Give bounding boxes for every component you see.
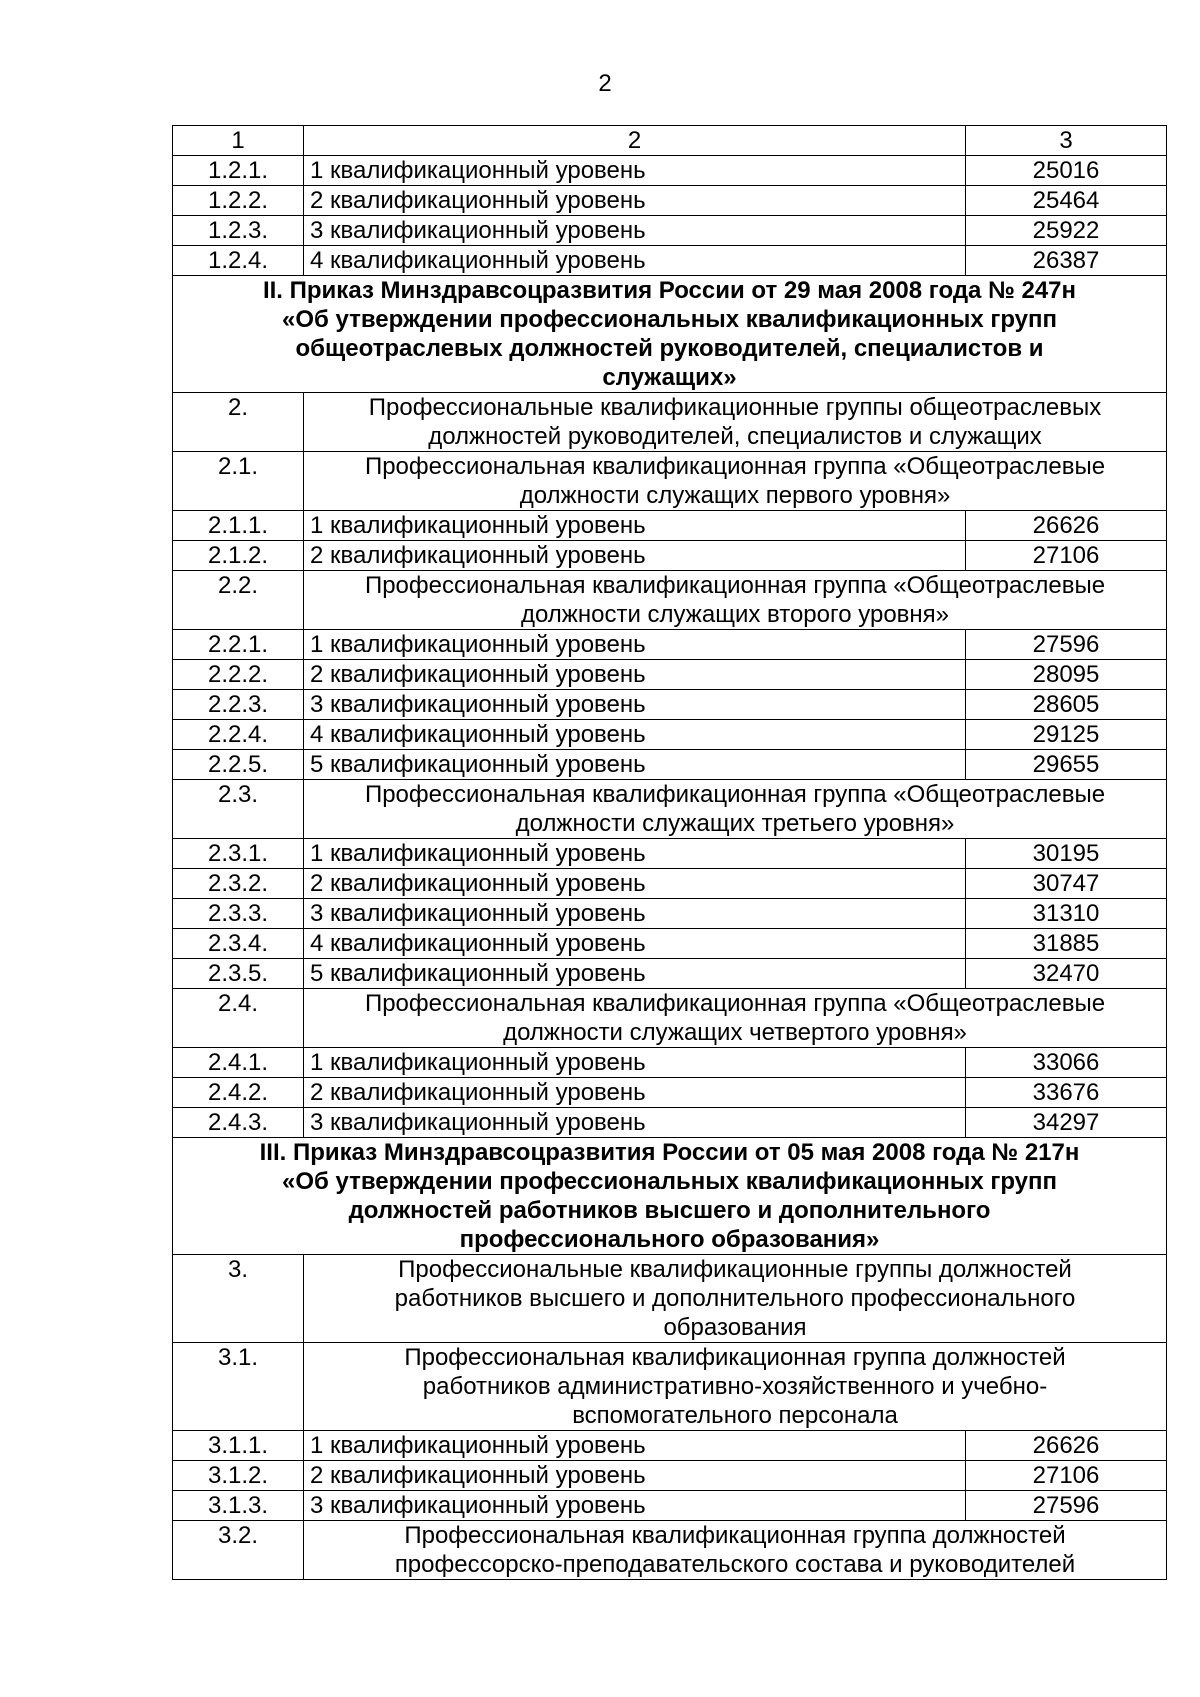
row-label: 1 квалификационный уровень xyxy=(304,511,966,541)
group-title xyxy=(304,1255,1167,1343)
row-label: 2 квалификационный уровень xyxy=(304,541,966,571)
table-row xyxy=(173,1431,1167,1461)
row-value: 29125 xyxy=(966,720,1167,750)
section-heading-line: общеотраслевых должностей руководителей, специалистов и xyxy=(295,335,1044,362)
table-row xyxy=(173,1078,1167,1108)
row-number: 2.1.2. xyxy=(173,541,304,571)
row-number: 2.4.3. xyxy=(173,1108,304,1138)
row-label: 2 квалификационный уровень xyxy=(304,869,966,899)
salary-table xyxy=(172,125,1167,1580)
table-row xyxy=(173,899,1167,929)
group-number: 2.1. xyxy=(173,452,304,511)
row-value: 27106 xyxy=(966,541,1167,571)
header-cell-3: 3 xyxy=(966,126,1167,156)
section-heading-line: должностей работников высшего и дополнительного xyxy=(348,1197,991,1224)
group-title-line: Профессиональная квалификационная группа «Общеотраслевые xyxy=(364,453,1106,480)
table-row xyxy=(173,1491,1167,1521)
row-number: 2.4.1. xyxy=(173,1048,304,1078)
row-number: 2.1.1. xyxy=(173,511,304,541)
group-title xyxy=(304,1521,1167,1580)
table-row xyxy=(173,186,1167,216)
row-label: 4 квалификационный уровень xyxy=(304,246,966,276)
row-number: 2.2.2. xyxy=(173,660,304,690)
row-value: 27596 xyxy=(966,630,1167,660)
group-row xyxy=(173,780,1167,839)
row-value: 28605 xyxy=(966,690,1167,720)
table-row xyxy=(173,929,1167,959)
row-label: 1 квалификационный уровень xyxy=(304,839,966,869)
row-value: 25922 xyxy=(966,216,1167,246)
group-title-line: должности служащих четвертого уровня» xyxy=(503,1019,967,1046)
table-body xyxy=(173,126,1167,1580)
table-row xyxy=(173,720,1167,750)
row-label: 2 квалификационный уровень xyxy=(304,1461,966,1491)
table-row xyxy=(173,630,1167,660)
section-heading-line: профессионального образования» xyxy=(459,1226,880,1253)
row-value: 33066 xyxy=(966,1048,1167,1078)
row-label: 2 квалификационный уровень xyxy=(304,186,966,216)
section-heading-line: II. Приказ Минздравсоцразвития России от 29 мая 2008 года № 247н xyxy=(262,277,1077,304)
row-value: 26387 xyxy=(966,246,1167,276)
row-number: 1.2.2. xyxy=(173,186,304,216)
section-heading xyxy=(173,276,1167,393)
row-label: 1 квалификационный уровень xyxy=(304,630,966,660)
row-label: 4 квалификационный уровень xyxy=(304,929,966,959)
table-row xyxy=(173,511,1167,541)
table-row xyxy=(173,156,1167,186)
row-label: 2 квалификационный уровень xyxy=(304,660,966,690)
group-title-line: Профессиональные квалификационные группы должностей xyxy=(398,1256,1072,1283)
row-number: 2.2.5. xyxy=(173,750,304,780)
row-value: 31885 xyxy=(966,929,1167,959)
group-row xyxy=(173,1521,1167,1580)
row-value: 33676 xyxy=(966,1078,1167,1108)
table-row xyxy=(173,1108,1167,1138)
row-number: 2.3.5. xyxy=(173,959,304,989)
table-row xyxy=(173,959,1167,989)
row-value: 32470 xyxy=(966,959,1167,989)
row-number: 2.3.4. xyxy=(173,929,304,959)
group-row xyxy=(173,1343,1167,1431)
group-title-line: образования xyxy=(663,1314,807,1341)
row-label: 4 квалификационный уровень xyxy=(304,720,966,750)
group-row xyxy=(173,571,1167,630)
group-title-line: Профессиональная квалификационная группа «Общеотраслевые xyxy=(364,572,1106,599)
row-label: 5 квалификационный уровень xyxy=(304,959,966,989)
row-number: 1.2.4. xyxy=(173,246,304,276)
group-title-line: Профессиональные квалификационные группы общеотраслевых xyxy=(368,394,1102,421)
section-heading-row xyxy=(173,1138,1167,1255)
group-title xyxy=(304,1343,1167,1431)
group-title xyxy=(304,780,1167,839)
section-heading xyxy=(173,1138,1167,1255)
page-number: 2 xyxy=(598,70,612,97)
row-label: 3 квалификационный уровень xyxy=(304,690,966,720)
row-label: 5 квалификационный уровень xyxy=(304,750,966,780)
row-value: 26626 xyxy=(966,511,1167,541)
group-row xyxy=(173,452,1167,511)
row-number: 2.3.2. xyxy=(173,869,304,899)
row-number: 1.2.3. xyxy=(173,216,304,246)
row-label: 3 квалификационный уровень xyxy=(304,216,966,246)
group-number: 3.1. xyxy=(173,1343,304,1431)
group-row xyxy=(173,393,1167,452)
group-number: 2.4. xyxy=(173,989,304,1048)
table-row xyxy=(173,246,1167,276)
group-number: 3. xyxy=(173,1255,304,1343)
group-title-line: Профессиональная квалификационная группа «Общеотраслевые xyxy=(364,781,1106,808)
row-number: 1.2.1. xyxy=(173,156,304,186)
group-number: 2. xyxy=(173,393,304,452)
section-heading-line: «Об утверждении профессиональных квалификационных групп xyxy=(281,306,1058,333)
row-value: 34297 xyxy=(966,1108,1167,1138)
row-value: 29655 xyxy=(966,750,1167,780)
table-row xyxy=(173,1048,1167,1078)
group-number: 3.2. xyxy=(173,1521,304,1580)
table-row xyxy=(173,216,1167,246)
group-title-line: профессорско-преподавательского состава и руководителей xyxy=(394,1551,1076,1578)
row-label: 1 квалификационный уровень xyxy=(304,1431,966,1461)
row-value: 25016 xyxy=(966,156,1167,186)
group-title-line: должности служащих первого уровня» xyxy=(519,482,951,509)
table-row xyxy=(173,690,1167,720)
table-row xyxy=(173,839,1167,869)
group-title xyxy=(304,989,1167,1048)
table-row xyxy=(173,869,1167,899)
group-title-line: Профессиональная квалификационная группа должностей xyxy=(404,1344,1066,1371)
group-title-line: работников высшего и дополнительного профессионального xyxy=(394,1285,1076,1312)
group-title-line: Профессиональная квалификационная группа должностей xyxy=(404,1522,1066,1549)
row-value: 28095 xyxy=(966,660,1167,690)
row-label: 2 квалификационный уровень xyxy=(304,1078,966,1108)
row-number: 2.2.3. xyxy=(173,690,304,720)
group-title xyxy=(304,571,1167,630)
row-number: 3.1.1. xyxy=(173,1431,304,1461)
group-title xyxy=(304,393,1167,452)
header-cell-1: 1 xyxy=(173,126,304,156)
row-number: 2.2.4. xyxy=(173,720,304,750)
row-number: 2.2.1. xyxy=(173,630,304,660)
row-number: 2.3.3. xyxy=(173,899,304,929)
table-row xyxy=(173,1461,1167,1491)
row-value: 31310 xyxy=(966,899,1167,929)
row-value: 27106 xyxy=(966,1461,1167,1491)
section-heading-line: служащих» xyxy=(602,364,737,391)
row-label: 1 квалификационный уровень xyxy=(304,156,966,186)
row-number: 3.1.2. xyxy=(173,1461,304,1491)
table-row xyxy=(173,750,1167,780)
header-row xyxy=(173,126,1167,156)
table-row xyxy=(173,660,1167,690)
row-value: 26626 xyxy=(966,1431,1167,1461)
group-title-line: вспомогательного персонала xyxy=(572,1402,898,1429)
group-title-line: Профессиональная квалификационная группа «Общеотраслевые xyxy=(364,990,1106,1017)
section-heading-line: «Об утверждении профессиональных квалификационных групп xyxy=(281,1168,1058,1195)
row-value: 25464 xyxy=(966,186,1167,216)
row-label: 3 квалификационный уровень xyxy=(304,899,966,929)
table-row xyxy=(173,541,1167,571)
group-row xyxy=(173,1255,1167,1343)
row-number: 2.3.1. xyxy=(173,839,304,869)
group-title-line: должности служащих третьего уровня» xyxy=(515,810,955,837)
row-value: 30747 xyxy=(966,869,1167,899)
row-number: 3.1.3. xyxy=(173,1491,304,1521)
row-value: 27596 xyxy=(966,1491,1167,1521)
section-heading-row xyxy=(173,276,1167,393)
row-label: 3 квалификационный уровень xyxy=(304,1491,966,1521)
row-number: 2.4.2. xyxy=(173,1078,304,1108)
row-label: 3 квалификационный уровень xyxy=(304,1108,966,1138)
group-title-line: должности служащих второго уровня» xyxy=(520,601,950,628)
group-title xyxy=(304,452,1167,511)
group-number: 2.3. xyxy=(173,780,304,839)
group-title-line: должностей руководителей, специалистов и служащих xyxy=(428,423,1042,450)
header-cell-2: 2 xyxy=(304,126,966,156)
section-heading-line: III. Приказ Минздравсоцразвития России от 05 мая 2008 года № 217н xyxy=(259,1139,1080,1166)
group-row xyxy=(173,989,1167,1048)
group-title-line: работников административно-хозяйственного и учебно- xyxy=(422,1373,1048,1400)
row-label: 1 квалификационный уровень xyxy=(304,1048,966,1078)
group-number: 2.2. xyxy=(173,571,304,630)
row-value: 30195 xyxy=(966,839,1167,869)
